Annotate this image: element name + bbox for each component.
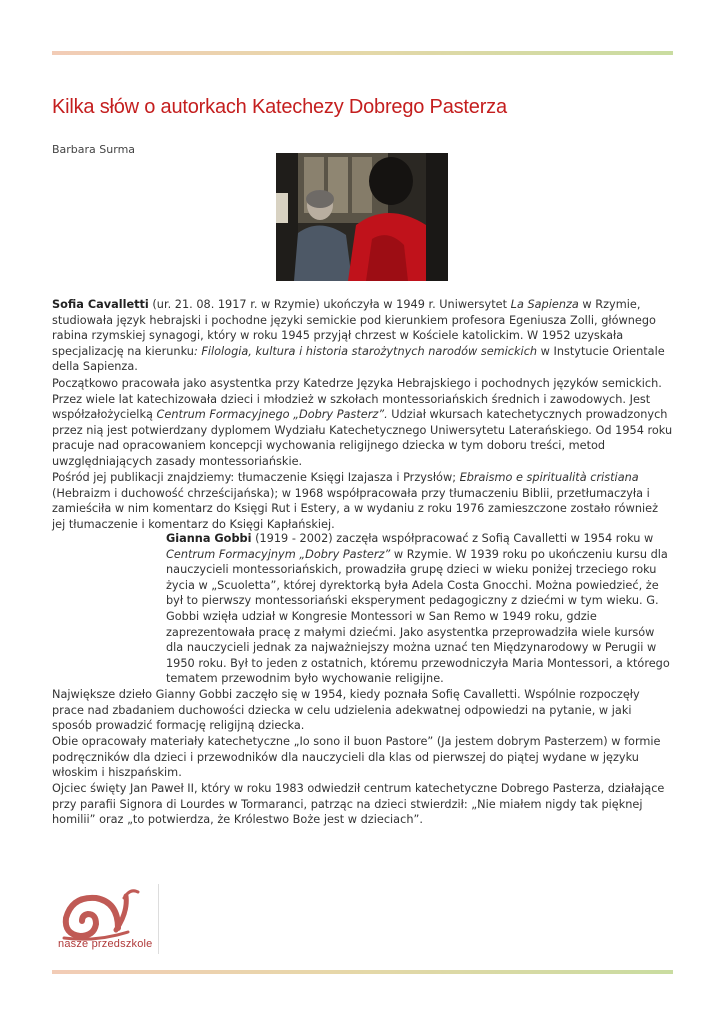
p2-text-1: Początkowo pracowała jako asystentka przy Katedrze Języka Hebrajskiego i pochodnych języków semickich. Przez wiele lat katechizowała dzieci i młodzież w szkołach montessoriańskich średnich i zawodowych. Jest współzałożycielką [52, 377, 662, 422]
paragraph-cavalletti [52, 297, 674, 375]
bottom-divider [52, 970, 673, 974]
top-divider [52, 51, 673, 55]
name-cavalletti: Sofia Cavalletti [52, 298, 149, 311]
p3-text-2: (Hebraizm i duchowość chrześcijańska); w 1968 współpracowała przy tłumaczeniu Biblii, przetłumaczyła i zamieściła w nim komentarz do Księgi Rut i Estery, a w wydaniu z roku 1976 zamieszczone zostało również jej tłumaczenie i komentarz do Księgi Kapłańskiej. [52, 486, 658, 531]
page-title: Kilka słów o autorkach Katechezy Dobrego Pasterza [52, 96, 507, 118]
p2-italic-1: Centrum Formacyjnego „Dobry Pasterz”. [156, 408, 388, 422]
author-name: Barbara Surma [52, 143, 136, 156]
authors-photo [276, 153, 448, 281]
p1-text-2: w Rzymie, studiowała język hebrajski i pochodne języki semickie pod kierunkiem profesora Egeniusza Zolli, głównego rabina rzymskiej synagogi, który w roku 1945 przyjął chrzest w Kościele katolickim. W 1952 uzyskała specjalizację na kierunku [52, 298, 656, 358]
logo-divider [158, 884, 159, 954]
paragraph-materials: Obie opracowały materiały katechetyczne „Io sono il buon Pastore” (Ja jestem dobrym Pasterzem) w formie podręczników dla dzieci i przewodników dla nauczycieli dla klas od pierwszej do piątej wydane w języku włoskim i hiszpańskim. [52, 735, 661, 780]
paragraph-gobbi [166, 531, 674, 687]
p3-text-1: Pośród jej publikacji znajdziemy: tłumaczenie Księgi Izajasza i Przysłów; [52, 471, 460, 484]
p1-italic-1: La Sapienza [510, 298, 579, 311]
p3-italic-1: Ebraismo e spiritualità cristiana [459, 471, 639, 484]
p1-text-3: w Instytucie Orientale della Sapienza. [52, 344, 665, 374]
photo-image [276, 153, 448, 281]
paragraph-greatest-work: Największe dzieło Gianny Gobbi zaczęło się w 1954, kiedy poznała Sofię Cavalletti. Wspólnie rozpoczęły prace nad zbadaniem duchowości dziecka w celu udzielenia adekwatnej odpowiedzi na pytanie, w jaki sposób prowadzić formację religijną dziecka. [52, 688, 640, 733]
p4-text-2: w Rzymie. W 1939 roku po ukończeniu kursu dla nauczycieli montessoriańskich, prowadziła grupę dzieci w wieku poniżej trzeciego roku życia w „Scuoletta”, której dyrektorką była Adela Costa Gnocchi. Można powiedzieć, że był to pierwszy montessoriański eksperyment pedagogiczny z dziećmi w tym wieku. G. Gobbi wzięła udział w Kongresie Montessori w San Remo w 1949 roku, gdzie zaprezentowała pracę z małymi dziećmi. Jako asystentka przeprowadziła wiele kursów dla nauczycieli jednak za najważniejszy można uznać ten Międzynarodowy w Perugii w 1950 roku. Był to jeden z ostatnich, któremu przewodniczyła Maria Montessori, a którego tematem przewodnim było wychowanie religijne. [166, 547, 670, 686]
paragraph-career [52, 376, 674, 470]
paragraph-john-paul: Ojciec święty Jan Paweł II, który w roku 1983 odwiedził centrum katechetyczne Dobrego Pasterza, działające przy parafii Signora di Lourdes w Tormaranci, patrząc na dzieci stwierdził: „Nie miałem nigdy tak pięknej homilii” oraz „to potwierdza, że Królestwo Boże jest w dzieciach”. [52, 782, 665, 827]
p4-text-1: (1919 - 2002) zaczęła współpracować z Sofią Cavalletti w 1954 roku w [251, 532, 654, 545]
p1-italic-2: : Filologia, kultura i historia starożytnych narodów semickich [193, 344, 538, 358]
paragraph-publications [52, 470, 674, 532]
name-gobbi: Gianna Gobbi [166, 532, 252, 545]
p4-italic-1: Centrum Formacyjnym „Dobry Pasterz” [166, 547, 391, 561]
p2-text-2: Udział wkursach katechetycznych prowadzonych przez nią jest potwierdzany dyplomem Wydziału Katechetycznego Uniwersytetu Laterańskiego. Od 1954 roku pracuje nad opracowaniem koncepcji wychowania religijnego dziecka w tym doboru treści, metod uwzględniających zasady montessoriańskie. [52, 408, 673, 468]
p1-text-1: (ur. 21. 08. 1917 r. w Rzymie) ukończyła w 1949 r. Uniwersytet [148, 298, 511, 311]
logo-text: nasze przedszkole [58, 938, 153, 950]
